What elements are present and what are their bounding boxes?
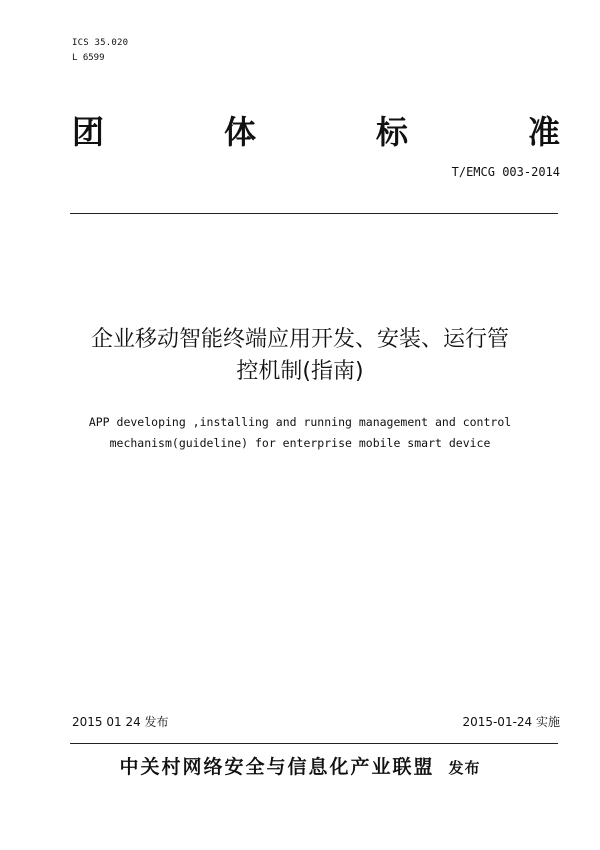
implement-date: 2015-01-24 实施	[462, 715, 560, 729]
english-title	[0, 412, 600, 454]
publisher-line	[0, 752, 600, 779]
ics-code: ICS 35.020	[72, 38, 129, 48]
publisher-name: 中关村网络安全与信息化产业联盟	[119, 756, 435, 778]
chinese-title	[0, 324, 600, 388]
top-divider	[70, 213, 558, 214]
publish-date: 2015 01 24 发布	[72, 715, 169, 729]
chinese-title-line-2: 控机制(指南)	[236, 359, 364, 384]
bottom-divider	[70, 743, 558, 744]
english-title-line-2: mechanism(guideline) for enterprise mobile smart device	[109, 436, 491, 450]
doc-type-char: 标	[375, 113, 408, 151]
document-type-heading	[72, 108, 560, 152]
doc-type-char: 团	[72, 113, 105, 151]
ccs-code: L 6599	[72, 53, 105, 63]
chinese-title-line-1: 企业移动智能终端应用开发、安装、运行管	[90, 327, 509, 352]
doc-type-char: 准	[527, 113, 560, 151]
english-title-line-1: APP developing ,installing and running management and control	[88, 415, 512, 429]
publisher-suffix: 发布	[448, 759, 481, 777]
standard-number: T/EMCG 003-2014	[451, 165, 560, 179]
doc-type-char: 体	[223, 113, 256, 151]
